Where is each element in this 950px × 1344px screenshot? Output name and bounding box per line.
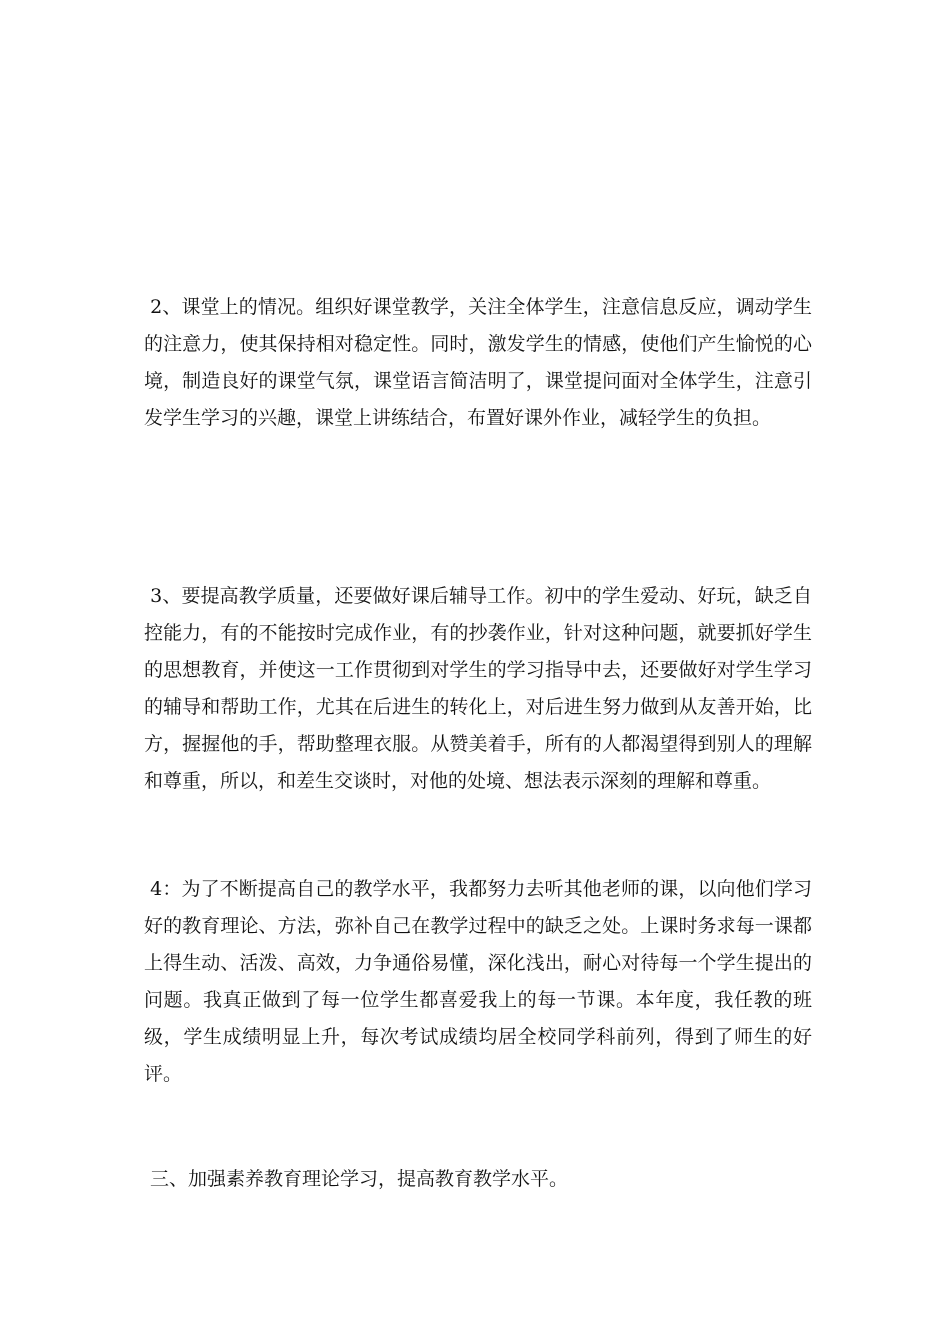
paragraph-after-class-tutoring: 3、要提高教学质量，还要做好课后辅导工作。初中的学生爱动、好玩，缺乏自控能力，有的不能按时完成作业，有的抄袭作业，针对这种问题，就要抓好学生的思想教育，并使这一工作贯彻到对学生的学习指导中去，还要做好对学生学习的辅导和帮助工作，尤其在后进生的转化上，对后进生努力做到从友善开始，比方，握握他的手，帮助整理衣服。从赞美着手，所有的人都渴望得到别人的理解和尊重，所以，和差生交谈时，对他的处境、想法表示深刻的理解和尊重。 — [144, 585, 812, 792]
paragraph-classroom-situation: 2、课堂上的情况。组织好课堂教学，关注全体学生，注意信息反应，调动学生的注意力，使其保持相对稳定性。同时，激发学生的情感，使他们产生愉悦的心境，制造良好的课堂气氛，课堂语言简洁明了，课堂提问面对全体学生，注意引发学生学习的兴趣，课堂上讲练结合，布置好课外作业，减轻学生的负担。 — [144, 296, 812, 429]
section-heading-quality-education: 三、加强素养教育理论学习，提高教育教学水平。 — [144, 1168, 569, 1190]
paragraph-teaching-improvement: 4：为了不断提高自己的教学水平，我都努力去听其他老师的课，以向他们学习好的教育理论、方法，弥补自己在教学过程中的缺乏之处。上课时务求每一课都上得生动、活泼、高效，力争通俗易懂，深化浅出，耐心对待每一个学生提出的问题。我真正做到了每一位学生都喜爱我上的每一节课。本年度，我任教的班级，学生成绩明显上升，每次考试成绩均居全校同学科前列，得到了师生的好评。 — [144, 878, 812, 1085]
